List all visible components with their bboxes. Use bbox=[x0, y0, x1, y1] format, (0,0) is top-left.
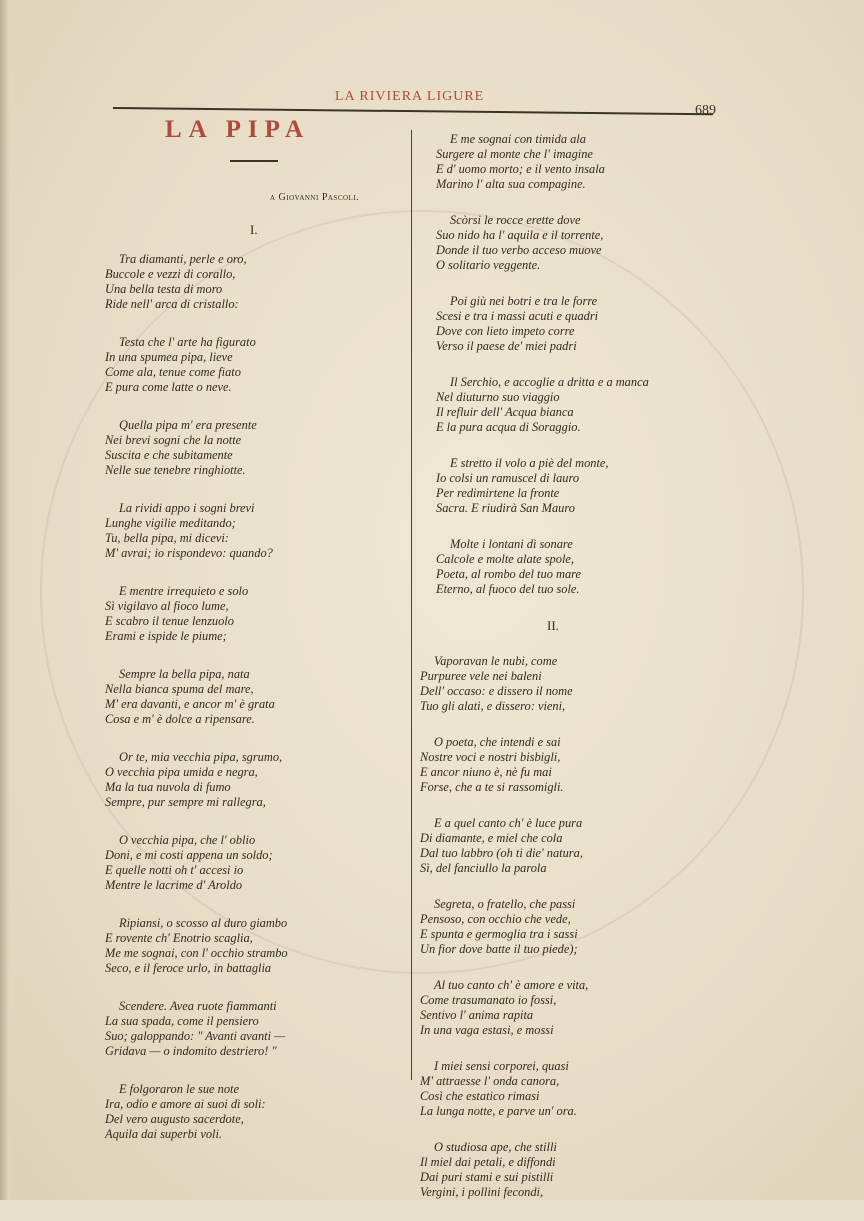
stanza bbox=[105, 916, 405, 976]
verse-line: Poeta, al rombo del tuo mare bbox=[436, 567, 581, 581]
verse-line: Scòrsi le rocce erette dove bbox=[450, 213, 581, 227]
verse-line: Nei brevi sogni che la notte bbox=[105, 433, 242, 447]
verse-line: Tu, bella pipa, mi dicevi: bbox=[105, 531, 229, 545]
verse-line: La rividi appo i sogni brevi bbox=[119, 501, 255, 515]
stanza bbox=[436, 537, 700, 597]
stanza bbox=[105, 418, 405, 478]
title-ornament-rule bbox=[230, 160, 278, 162]
verse-line: Tra diamanti, perle e oro, bbox=[119, 252, 247, 266]
verse-line: Dal tuo labbro (oh ti die' natura, bbox=[420, 846, 583, 860]
verse-line: Dove con lieto impeto corre bbox=[436, 324, 575, 338]
verse-line: Pensoso, con occhio che vede, bbox=[420, 912, 571, 926]
verse-line: Sentivo l' anima rapita bbox=[420, 1008, 534, 1022]
stanza bbox=[105, 252, 405, 312]
verse-line: Una bella testa di moro bbox=[105, 282, 223, 296]
verse-line: Or te, mia vecchia pipa, sgrumo, bbox=[119, 750, 283, 764]
verse-line: In una vaga estasi, e mossi bbox=[420, 1023, 554, 1037]
header-rule bbox=[113, 107, 713, 115]
verse-line: Lunghe vigilie meditando; bbox=[105, 516, 236, 530]
right-column-part-two bbox=[420, 654, 700, 1200]
verse-line: Suo; galoppando: " Avanti avanti — bbox=[105, 1029, 286, 1043]
verse-line: E quelle notti oh t' accesi io bbox=[105, 863, 244, 877]
verse-line: Forse, che a te si rassomigli. bbox=[420, 780, 564, 794]
stanza bbox=[105, 999, 405, 1059]
verse-line: Marino l' alta sua compagine. bbox=[436, 177, 586, 191]
verse-line: Di diamante, e miel che cola bbox=[420, 831, 563, 845]
verse-line: E rovente ch' Enotrio scaglia, bbox=[105, 931, 253, 945]
verse-line: Ride nell' arca di cristallo: bbox=[105, 297, 239, 311]
verse-line: O vecchia pipa umida e negra, bbox=[105, 765, 258, 779]
verse-line: Il Serchio, e accoglie a dritta e a manca bbox=[450, 375, 649, 389]
verse-line: Un fior dove batte il tuo piede); bbox=[420, 942, 578, 956]
verse-line: Del vero augusto sacerdote, bbox=[105, 1112, 244, 1126]
verse-line: E me sognai con timida ala bbox=[450, 132, 586, 146]
verse-line: Così che estatico rimasi bbox=[420, 1089, 540, 1103]
verse-line: E scabro il tenue lenzuolo bbox=[105, 614, 234, 628]
page-binding-edge bbox=[0, 0, 10, 1200]
verse-line: Scesi e tra i massi acuti e quadri bbox=[436, 309, 599, 323]
stanza bbox=[105, 501, 405, 561]
verse-line: M' attraesse l' onda canora, bbox=[420, 1074, 560, 1088]
verse-line: Erami e ispide le piume; bbox=[105, 629, 227, 643]
verse-line: La sua spada, come il pensiero bbox=[105, 1014, 259, 1028]
verse-line: Sacra. E riudirà San Mauro bbox=[436, 501, 575, 515]
stanza bbox=[105, 750, 405, 810]
verse-line: Molte i lontani dì sonare bbox=[450, 537, 573, 551]
verse-line: Vergini, i pollini fecondi, bbox=[420, 1185, 544, 1199]
section-number-one: I. bbox=[250, 222, 258, 237]
verse-line: O studiosa ape, che stilli bbox=[434, 1140, 557, 1154]
verse-line: Sempre, pur sempre mi rallegra, bbox=[105, 795, 266, 809]
verse-line: M' avrai; io rispondevo: quando? bbox=[105, 546, 273, 560]
verse-line: Quella pipa m' era presente bbox=[119, 418, 257, 432]
verse-line: O vecchia pipa, che l' oblio bbox=[119, 833, 256, 847]
verse-line: Eterno, al fuoco del tuo sole. bbox=[436, 582, 580, 596]
verse-line: E stretto il volo a piè del monte, bbox=[450, 456, 609, 470]
verse-line: Dell' occaso: e dissero il nome bbox=[420, 684, 573, 698]
verse-line: Scendere. Avea ruote fiammanti bbox=[119, 999, 277, 1013]
verse-line: La lunga notte, e parve un' ora. bbox=[420, 1104, 577, 1118]
verse-line: Nelle sue tenebre ringhiotte. bbox=[105, 463, 246, 477]
verse-line: E spunta e germoglia tra i sassi bbox=[420, 927, 578, 941]
verse-line: Donde il tuo verbo acceso muove bbox=[436, 243, 602, 257]
verse-line: E ancor niuno è, nè fu mai bbox=[420, 765, 552, 779]
verse-line: Nostre voci e nostri bisbigli, bbox=[420, 750, 561, 764]
verse-line: Seco, e il feroce urlo, in battaglia bbox=[105, 961, 272, 975]
verse-line: Gridava — o indomito destriero! " bbox=[105, 1044, 277, 1058]
verse-line: Ripiansi, o scosso al duro giambo bbox=[119, 916, 288, 930]
verse-line: Il miel dai petali, e diffondi bbox=[420, 1155, 556, 1169]
verse-line: Mentre le lacrime d' Aroldo bbox=[105, 878, 243, 892]
verse-line: Calcole e molte alate spole, bbox=[436, 552, 574, 566]
verse-line: E folgoraron le sue note bbox=[119, 1082, 239, 1096]
verse-line: Suscita e che subitamente bbox=[105, 448, 233, 462]
verse-line: Il refluir dell' Acqua bianca bbox=[436, 405, 574, 419]
verse-line: Aquila dai superbi voli. bbox=[105, 1127, 223, 1141]
verse-line: O poeta, che intendi e sai bbox=[434, 735, 561, 749]
verse-line: Dai puri stami e sui pistilli bbox=[420, 1170, 554, 1184]
verse-line: Testa che l' arte ha figurato bbox=[119, 335, 256, 349]
verse-line: E mentre irrequieto e solo bbox=[119, 584, 249, 598]
stanza bbox=[436, 294, 700, 354]
stanza bbox=[420, 654, 700, 714]
verse-line: Purpuree vele nei baleni bbox=[420, 669, 542, 683]
verse-line: Al tuo canto ch' è amore e vita, bbox=[434, 978, 589, 992]
verse-line: O solitario veggente. bbox=[436, 258, 541, 272]
verse-line: Doni, e mi costi appena un soldo; bbox=[105, 848, 273, 862]
verse-line: Ira, odio e amore ai suoi dì soli: bbox=[105, 1097, 266, 1111]
verse-line: Io colsi un ramuscel di lauro bbox=[436, 471, 580, 485]
verse-line: Verso il paese de' miei padri bbox=[436, 339, 577, 353]
right-column-part-one bbox=[436, 132, 700, 597]
verse-line: Tuo gli alati, e dissero: vieni, bbox=[420, 699, 566, 713]
stanza bbox=[436, 456, 700, 516]
verse-line: Me me sognai, con l' occhio strambo bbox=[105, 946, 288, 960]
verse-line: Nel diuturno suo viaggio bbox=[436, 390, 560, 404]
stanza bbox=[105, 1082, 405, 1142]
verse-line: In una spumea pipa, lieve bbox=[105, 350, 233, 364]
stanza bbox=[436, 375, 700, 435]
stanza bbox=[420, 1059, 700, 1119]
verse-line: I miei sensi corporei, quasi bbox=[434, 1059, 569, 1073]
verse-line: Vaporavan le nubi, come bbox=[434, 654, 558, 668]
stanza bbox=[420, 735, 700, 795]
stanza bbox=[105, 335, 405, 395]
verse-line: Come trasumanato io fossi, bbox=[420, 993, 557, 1007]
verse-line: Suo nido ha l' aquila e il torrente, bbox=[436, 228, 604, 242]
verse-line: Ma la tua nuvola di fumo bbox=[105, 780, 231, 794]
stanza bbox=[420, 897, 700, 957]
verse-line: Cosa e m' è dolce a ripensare. bbox=[105, 712, 255, 726]
verse-line: Poi giù nei botri e tra le forre bbox=[450, 294, 598, 308]
stanza bbox=[105, 584, 405, 644]
poem-dedication: a Giovanni Pascoli. bbox=[270, 192, 360, 203]
verse-line: E pura come latte o neve. bbox=[105, 380, 232, 394]
left-column bbox=[105, 252, 405, 1165]
stanza bbox=[436, 132, 700, 192]
stanza bbox=[420, 816, 700, 876]
verse-line: E la pura acqua di Soraggio. bbox=[436, 420, 581, 434]
stanza bbox=[105, 833, 405, 893]
verse-line: M' era davanti, e ancor m' è grata bbox=[105, 697, 275, 711]
page-number: 689 bbox=[695, 103, 716, 118]
stanza bbox=[420, 1140, 700, 1200]
section-number-two: II. bbox=[547, 618, 559, 633]
verse-line: Nella bianca spuma del mare, bbox=[105, 682, 254, 696]
verse-line: Surgere al monte che l' imagine bbox=[436, 147, 593, 161]
running-head: LA RIVIERA LIGURE bbox=[335, 89, 485, 104]
verse-line: Sì vigilavo al fioco lume, bbox=[105, 599, 229, 613]
stanza bbox=[105, 667, 405, 727]
verse-line: Per redimirtene la fronte bbox=[436, 486, 560, 500]
verse-line: Sempre la bella pipa, nata bbox=[119, 667, 250, 681]
verse-line: E d' uomo morto; e il vento insala bbox=[436, 162, 605, 176]
poem-title: LA PIPA bbox=[165, 116, 311, 143]
stanza bbox=[436, 213, 700, 273]
verse-line: Segreta, o fratello, che passi bbox=[434, 897, 576, 911]
verse-line: Sì, del fanciullo la parola bbox=[420, 861, 547, 875]
verse-line: Come ala, tenue come fiato bbox=[105, 365, 241, 379]
verse-line: Buccole e vezzi di corallo, bbox=[105, 267, 236, 281]
stanza bbox=[420, 978, 700, 1038]
verse-line: E a quel canto ch' è luce pura bbox=[434, 816, 583, 830]
right-column bbox=[400, 132, 700, 1221]
